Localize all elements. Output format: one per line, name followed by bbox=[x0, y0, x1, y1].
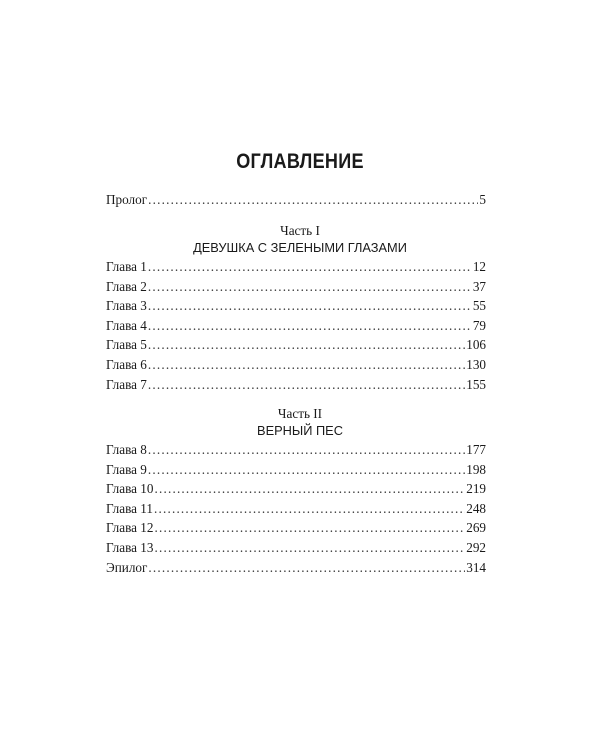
toc-prologue-block bbox=[106, 190, 486, 210]
entry-page-number: 106 bbox=[466, 337, 486, 353]
dot-leader bbox=[148, 375, 465, 395]
toc-entry-chapter-2[interactable] bbox=[106, 277, 486, 297]
toc-entry-chapter-10[interactable] bbox=[106, 479, 486, 499]
dot-leader bbox=[148, 335, 465, 355]
toc-entry-chapter-3[interactable] bbox=[106, 296, 486, 316]
dot-leader bbox=[148, 277, 472, 297]
toc-entry-chapter-13[interactable] bbox=[106, 538, 486, 558]
entry-page-number: 248 bbox=[466, 500, 486, 516]
toc-title: ОГЛАВЛЕНИЕ bbox=[236, 150, 364, 173]
dot-leader bbox=[148, 257, 472, 277]
part-2-name: ВЕРНЫЙ ПЕС bbox=[257, 423, 343, 438]
entry-label: Глава 8 bbox=[106, 442, 147, 457]
entry-label: Глава 13 bbox=[106, 539, 154, 555]
part-1-heading bbox=[0, 223, 600, 256]
entry-label: Глава 1 bbox=[106, 259, 147, 274]
entry-label: Глава 10 bbox=[106, 481, 154, 497]
entry-page-number: 130 bbox=[466, 356, 486, 372]
part-2-heading bbox=[0, 406, 600, 439]
entry-page-number: 314 bbox=[466, 559, 486, 575]
entry-page-number: 5 bbox=[479, 192, 486, 207]
dot-leader bbox=[148, 558, 465, 578]
entry-label: Глава 4 bbox=[106, 317, 147, 333]
toc-entry-chapter-11[interactable] bbox=[106, 499, 486, 519]
toc-entry-chapter-4[interactable] bbox=[106, 316, 486, 336]
entry-label: Глава 7 bbox=[106, 376, 147, 392]
toc-entry-epilogue[interactable] bbox=[106, 558, 486, 578]
entry-label: Глава 11 bbox=[106, 500, 153, 516]
toc-entry-chapter-12[interactable] bbox=[106, 518, 486, 538]
entry-page-number: 155 bbox=[466, 376, 486, 392]
part-1-chapter-list bbox=[106, 257, 486, 394]
entry-page-number: 198 bbox=[466, 461, 486, 477]
dot-leader bbox=[148, 296, 472, 316]
dot-leader bbox=[148, 440, 465, 460]
entry-label: Глава 3 bbox=[106, 298, 147, 314]
dot-leader bbox=[154, 538, 465, 558]
toc-entry-chapter-6[interactable] bbox=[106, 355, 486, 375]
dot-leader bbox=[148, 190, 478, 210]
entry-page-number: 269 bbox=[466, 520, 486, 536]
entry-label: Глава 5 bbox=[106, 337, 147, 353]
dot-leader bbox=[148, 355, 465, 375]
dot-leader bbox=[154, 518, 465, 538]
entry-label: Пролог bbox=[106, 192, 148, 207]
entry-label: Глава 6 bbox=[106, 356, 147, 372]
entry-page-number: 292 bbox=[466, 539, 486, 555]
entry-page-number: 37 bbox=[472, 278, 486, 294]
entry-label: Глава 12 bbox=[106, 520, 154, 536]
entry-page-number: 219 bbox=[466, 481, 486, 497]
dot-leader bbox=[154, 479, 465, 499]
entry-label: Эпилог bbox=[106, 559, 148, 575]
part-1-name: ДЕВУШКА С ЗЕЛЕНЫМИ ГЛАЗАМИ bbox=[193, 240, 407, 255]
dot-leader bbox=[148, 316, 472, 336]
entry-page-number: 12 bbox=[472, 259, 486, 274]
toc-entry-chapter-9[interactable] bbox=[106, 460, 486, 480]
toc-entry-chapter-5[interactable] bbox=[106, 335, 486, 355]
toc-entry-chapter-8[interactable] bbox=[106, 440, 486, 460]
entry-page-number: 79 bbox=[472, 317, 486, 333]
entry-label: Глава 9 bbox=[106, 461, 147, 477]
entry-page-number: 177 bbox=[466, 442, 486, 457]
entry-label: Глава 2 bbox=[106, 278, 147, 294]
toc-entry-chapter-1[interactable] bbox=[106, 257, 486, 277]
part-2-number: Часть II bbox=[277, 406, 323, 421]
dot-leader bbox=[154, 499, 465, 519]
toc-entry-chapter-7[interactable] bbox=[106, 375, 486, 395]
entry-page-number: 55 bbox=[472, 298, 486, 314]
part-2-chapter-list bbox=[106, 440, 486, 577]
toc-entry-prologue[interactable] bbox=[106, 190, 486, 210]
part-1-number: Часть I bbox=[280, 223, 320, 238]
dot-leader bbox=[148, 460, 465, 480]
